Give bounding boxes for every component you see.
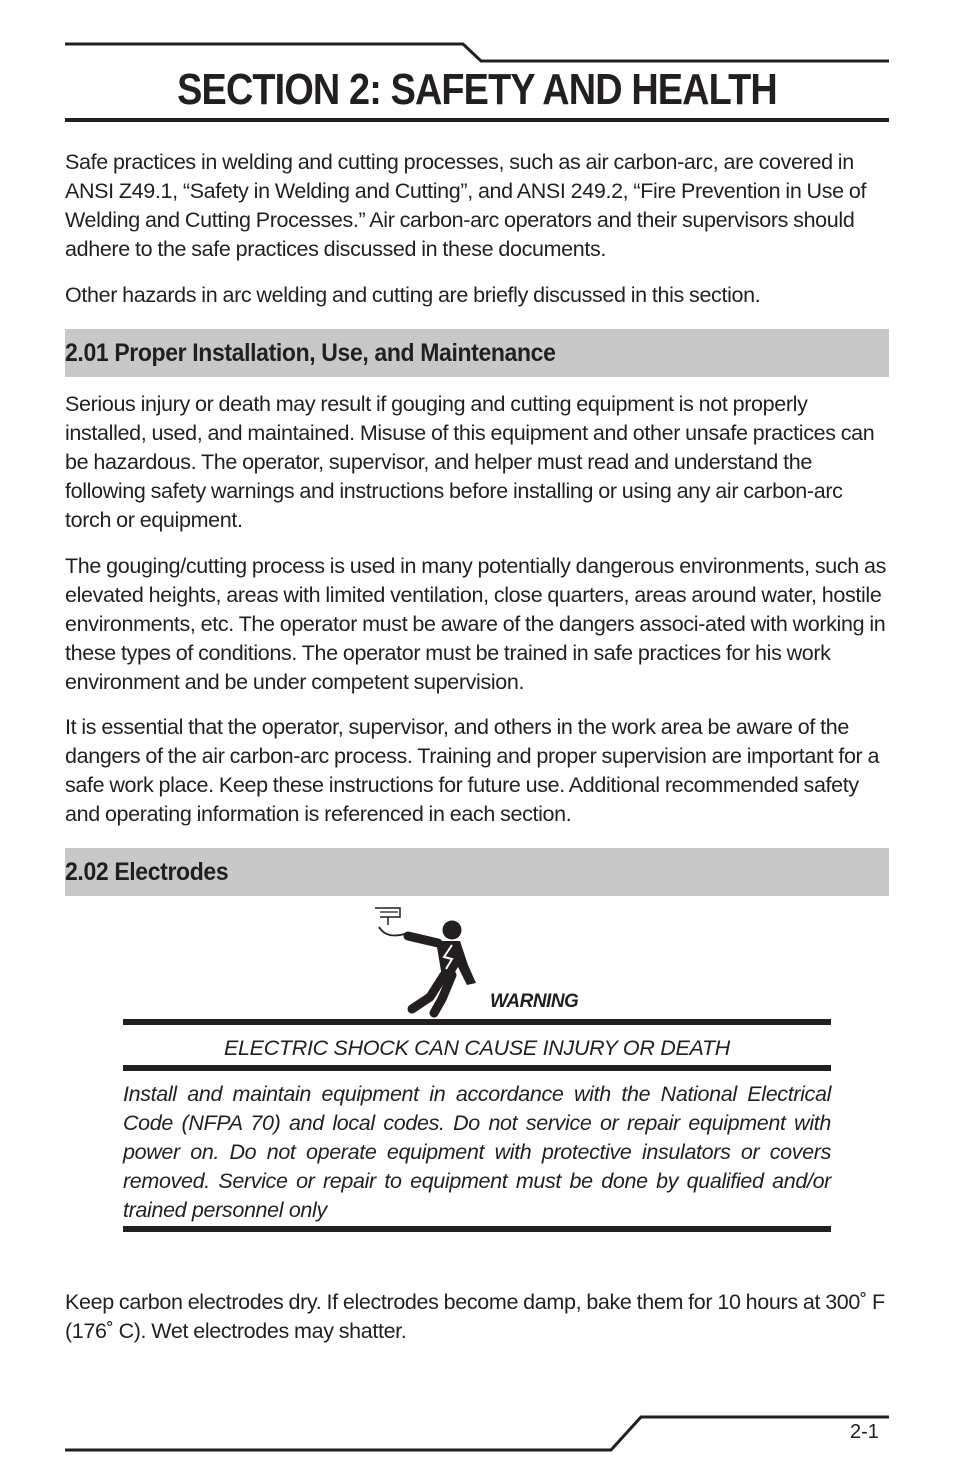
warning-bottom-rule xyxy=(123,1226,831,1232)
section-title: SECTION 2: SAFETY AND HEALTH xyxy=(177,65,777,114)
section-2-01-paragraph-1: Serious injury or death may result if gouging and cutting equipment is not properly installed, used, and maintained. Misuse of this equipment and other unsafe practices can be hazardous. The operator, supervisor, and helper must read and understand the following safety warnings and instructions before installing or using any air carbon-arc torch or equipment. xyxy=(65,392,875,532)
intro-paragraph-2: Other hazards in arc welding and cutting are briefly discussed in this section. xyxy=(65,283,761,307)
section-2-01-paragraph-3: It is essential that the operator, supervisor, and others in the work area be aware of the dangers of the air carbon-arc process. Training and proper supervision are important for a safe work place. Keep these instructions for future use. Additional recommended safety and operating information is referenced in each section. xyxy=(65,715,880,826)
section-2-01-heading-bar xyxy=(65,329,889,377)
section-2-02-paragraph-1: Keep carbon electrodes dry. If electrodes become damp, bake them for 10 hours at 300˚ F (176˚ C). Wet electrodes may shatter. xyxy=(65,1290,885,1343)
warning-label: WARNING xyxy=(490,991,579,1012)
title-underline xyxy=(65,118,889,122)
section-2-01-paragraph-2: The gouging/cutting process is used in many potentially dangerous environments, such as elevated heights, areas with limited ventilation, close quarters, areas around water, hostile environments, etc. The operator must be aware of the dangers associ-ated with working in these types of conditions. The operator must be trained in safe practices for his work environment and be under competent supervision. xyxy=(65,554,886,694)
section-2-02-heading-bar xyxy=(65,848,889,896)
section-2-02-heading: 2.02 Electrodes xyxy=(65,858,229,886)
page-number: 2-1 xyxy=(850,1421,879,1443)
warning-body: Install and maintain equipment in accordance with the National Electrical Code (NFPA 70) and local codes. Do not service or repair equipment with power on. Do not operate equipment with protective insulators or covers removed. Service or repair to equipment must be done by qualified and/or trained personnel only xyxy=(123,1082,831,1222)
warning-top-rule xyxy=(123,1019,831,1025)
warning-headline: ELECTRIC SHOCK CAN CAUSE INJURY OR DEATH xyxy=(223,1036,731,1060)
section-2-01-heading: 2.01 Proper Installation, Use, and Maintenance xyxy=(65,339,556,367)
electric-shock-icon xyxy=(370,905,490,1020)
top-decorative-rule xyxy=(0,0,954,70)
warning-middle-rule xyxy=(123,1065,831,1071)
intro-paragraph-1: Safe practices in welding and cutting processes, such as air carbon-arc, are covered in ANSI Z49.1, “Safety in Welding and Cutting”, and ANSI 249.2, “Fire Prevention in Use of Welding and Cutting Processes.” Air carbon-arc operators and their supervisors should adhere to the safe practices discussed in these documents. xyxy=(65,150,867,261)
